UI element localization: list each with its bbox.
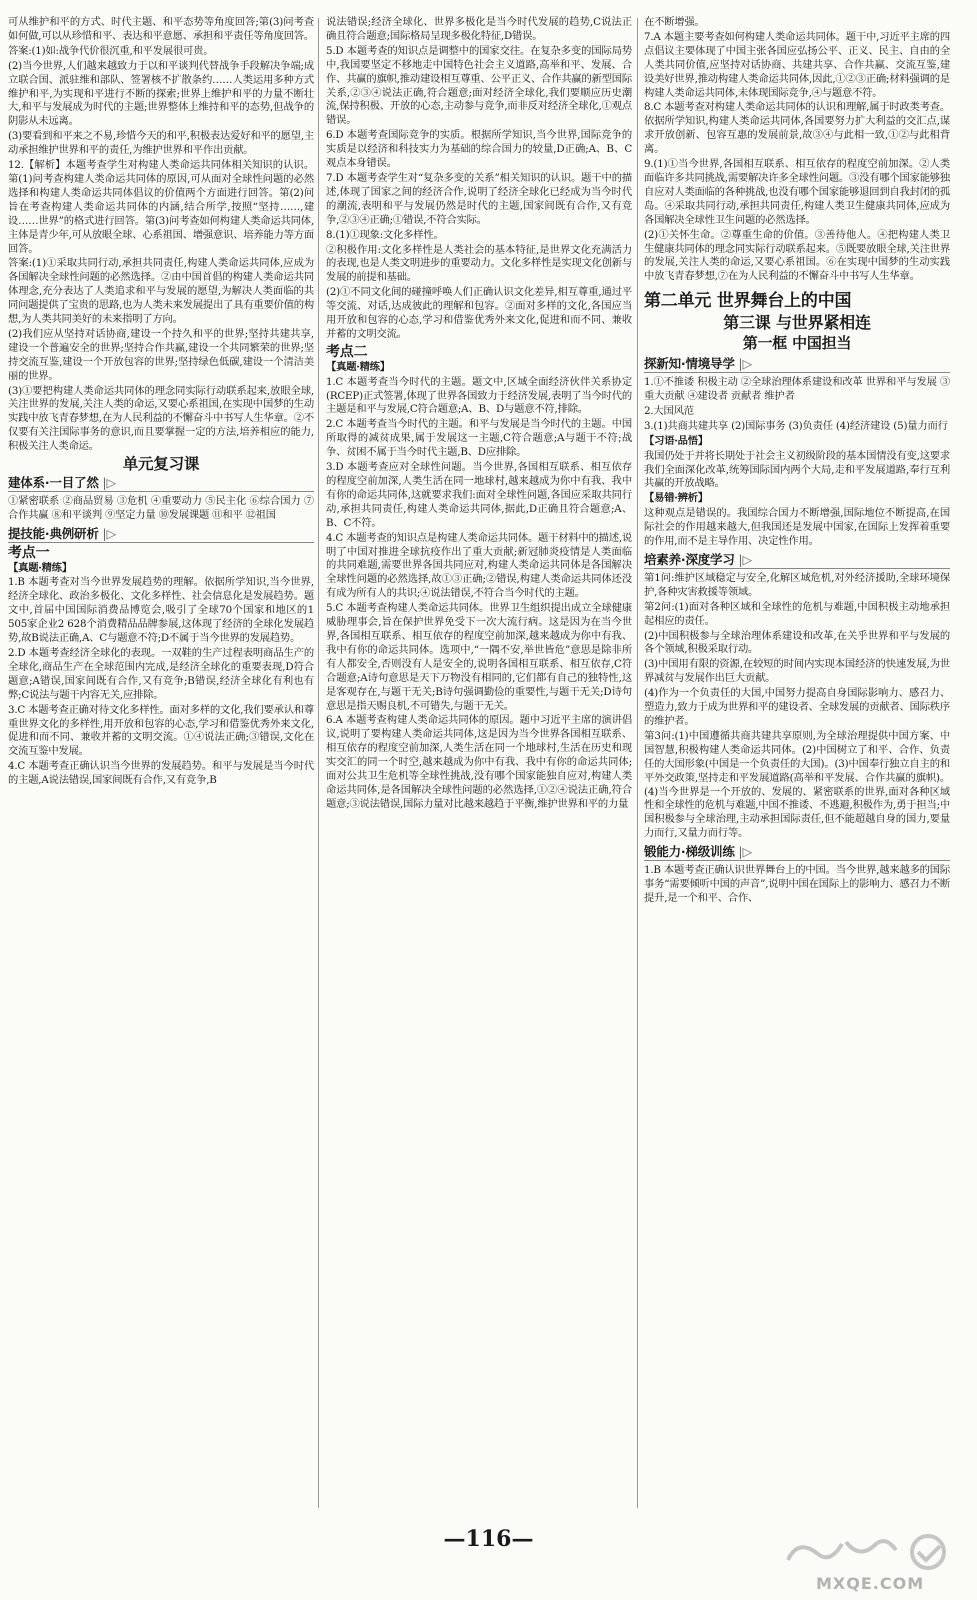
paragraph: (2)①关怀生命。②尊重生命的价值。③善待他人。④把构建人类卫生健康共同体的理念同实际行动联系起来。⑤既要放眼全球,关注世界的发展,关注人类的命运,又要心系祖国。⑥在实现中国梦的生动实践中放飞青春梦想,⑦在为人民利益的不懈奋斗中书写人生华章。 xyxy=(644,228,950,283)
page-number: —116— xyxy=(443,1526,534,1552)
question-answer: 3.C 本题考查正确对待文化多样性。面对多样的文化,我们要承认和尊重世界文化的多样性,用开放和包容的心态,学习和借鉴优秀外来文化,促进和而不同、兼收并蓄的文明交流。①④说法正确;③错误,文化在交流互鉴中发展。 xyxy=(8,703,314,758)
question-answer: 8.C 本题考查对构建人类命运共同体的认识和理解,属于时政类考查。依据所学知识,构建人类命运共同体,各国要努力扩大利益的交汇点,谋求开放创新、包容互惠的发展前景,故③④与此相一致,①②与此相背离。 xyxy=(644,101,950,156)
paragraph: 说法错误;经济全球化、世界多极化是当今时代发展的趋势,C说法正确且符合题意;国际格局呈现多极化特征,D错误。 xyxy=(326,16,632,42)
paragraph: 第3问:(1)中国遵循共商共建共享原则,为全球治理提供中国方案、中国智慧,积极构建人类命运共同体。(2)中国树立了和平、合作、负责任的大国形象(中国是一个负责任的大国)。(3)中国奉行独立自主的和平外交政策,坚持走和平发展道路(高举和平发展、合作共赢的旗帜)。(4)当今世界是一个开放的、发展的、紧密联系的世界,面对各种区域性和全球性的危机与难题,中国不推诿、不逃避,积极作为,勇于担当;中国积极参与全球治理,主动承担国际责任,但不能超越自身的国力,要量力而行,又量力而行等。 xyxy=(644,729,950,840)
paragraph: 我国仍处于并将长期处于社会主义初级阶段的基本国情没有变,这要求我们全面深化改革,统筹国际国内两个大局,走和平发展道路,奉行互利共赢的开放战略。 xyxy=(644,449,950,490)
question-answer: 8.(1)①现象:文化多样性。 xyxy=(326,228,444,241)
paragraph: (3)①要把构建人类命运共同体的理念同实际行动联系起来,放眼全球,关注世界的发展,关注人类的命运,又要心系祖国,在实现中国梦的生动实践中放飞青春梦想,在为人民利益的不懈奋斗中书写人生华章。②不仅要有关注国际事务的意识,而且要掌握一定的方法,培养相应的能力,积极关注人类命运。 xyxy=(8,384,314,453)
subheading: 【真题·精练】 xyxy=(326,360,390,373)
paragraph: 这种观点是错误的。我国综合国力不断增强,国际地位不断提高,在国际社会的作用越来越大,但我国还是发展中国家,在国际上发挥着重要的作用,而不是主导作用、决定性作用。 xyxy=(644,507,950,548)
column-right xyxy=(644,16,950,1510)
frame-title: 第一框 中国担当 xyxy=(742,334,852,353)
paragraph: (2)我们应从坚持对话协商,建设一个持久和平的世界;坚持共建共享,建设一个普遍安全的世界;坚持合作共赢,建设一个共同繁荣的世界;坚持交流互鉴,建设一个开放包容的世界;坚持绿色低碳,建设一个清洁美丽的世界。 xyxy=(8,327,314,382)
paragraph: (2)①不同文化间的碰撞呼唤人们正确认识文化差异,相互尊重,通过平等交流、对话,达成彼此的理解和包容。②面对多样的文化,各国应当用开放和包容的心态,学习和借鉴优秀外来文化,促进和而不同、兼收并蓄的文明交流。 xyxy=(326,286,632,340)
paragraph: (4)作为一个负责任的大国,中国努力提高自身国际影响力、感召力、塑造力,致力于成为世界和平的建设者、全球发展的贡献者、国际秩序的维护者。 xyxy=(644,687,950,727)
question-answer: 1.B 本题考查正确认识世界舞台上的中国。当今世界,越来越多的国际事务“需要倾听中国的声音”,说明中国在国际上的影响力、感召力不断提升,是一个和平、合作、 xyxy=(644,864,950,904)
unit-review-heading: 单元复习课 xyxy=(122,455,200,474)
question-answer: 2.C 本题考查当今时代的主题。和平与发展是当今时代的主题。中国所取得的减贫成果,属于发展这一主题,C符合题意;A与题干不符;战争、贫困不属于当今时代主题,B、D应排除。 xyxy=(326,418,632,459)
unit-title: 第二单元 世界舞台上的中国 xyxy=(644,291,852,312)
question-answer: 9.(1)①当今世界,各国相互联系、相互依存的程度空前加深。②人类面临许多共同挑战,需要解决许多全球性问题。③没有哪个国家能够独自应对人类面临的各种挑战,也没有哪个国家能够退回到自我封闭的孤岛。④采取共同行动,承担共同责任,构建人类卫生健康共同体,应成为各国解决全球性卫生问题的必然选择。 xyxy=(644,158,950,226)
column-divider xyxy=(318,18,319,1508)
watermark-logo xyxy=(778,1530,968,1594)
subheading: 【易错·辨析】 xyxy=(644,492,708,505)
question-answer: 6.A 本题考查构建人类命运共同体的原因。题中习近平主席的演讲倡议,说明了要构建人类命运共同体,这是因为当今世界各国相互联系、相互依存的程度空前加深,人类生活在同一个地球村,生活在历史和现实交汇的同一个时空,越来越成为你中有我、我中有你的命运共同体;面对公共卫生危机等全球性挑战,没有哪个国家能独自应对,构建人类命运共同体,是各国解决全球性问题的必然选择,①②④说法正确,符合题意;③说法错误,国际力量对比越来越趋于平衡,维护世界和平的力量 xyxy=(326,714,632,810)
question-answer: 4.C 本题考查正确认识当今世界的发展趋势。和平与发展是当今时代的主题,A说法错误,国家间既有合作,又有竞争,B xyxy=(8,760,314,787)
answer-key-list: ①紧密联系 ②商品贸易 ③危机 ④重要动力 ⑤民主化 ⑥综合国力 ⑦合作共赢 ⑧和平谈判 ⑨坚定力量 ⑩发展课题 ⑪和平 ⑫祖国 xyxy=(8,494,314,521)
question-answer: 7.D 本题考查学生对“复杂多变的关系”相关知识的认识。题干中的描述,体现了国家之间的经济合作,说明了经济全球化已经成为当今时代的潮流,表明和平与发展仍然是时代的主题,国家间既有合作,又有竞争,②③④正确;①错误,不符合实际。 xyxy=(326,171,632,226)
kaodian-heading: 考点二 xyxy=(326,343,368,360)
kaodian-heading: 考点一 xyxy=(8,544,50,561)
question-answer: 6.D 本题考查国际竞争的实质。根据所学知识,当今世界,国际竞争的实质是以经济和科技实力为基础的综合国力的较量,D正确;A、B、C观点本身错误。 xyxy=(326,129,632,170)
column-divider xyxy=(637,18,638,1508)
paragraph: ②积极作用:文化多样性是人类社会的基本特征,是世界文化充满活力的表现,也是人类文明进步的重要动力。文化多样性是实现文化创新与发展的前提和基础。 xyxy=(326,243,632,284)
answer-paragraph: 答案:(1)①采取共同行动,承担共同责任,构建人类命运共同体,应成为各国解决全球性问题的必然选择。②由中国首倡的构建人类命运共同体理念,充分表达了人类追求和平与发展的愿望,为解决人类面临的共同问题提供了宝贵的思路,也为人类未来发展提出了具有重要价值的构想,为人类共同美好的未来指明了方向。 xyxy=(8,257,314,326)
watermark-text: MXQE.COM xyxy=(816,1574,925,1593)
question-answer: 7.A 本题主要考查如何构建人类命运共同体。题干中,习近平主席的四点倡议主要体现了中国主张各国应弘扬公平、正义、民主、自由的全人类共同价值,应坚持对话协商、共建共享、合作共赢、交流互鉴,建设美好世界,推动构建人类命运共同体,因此,①②③正确;材料强调的是构建人类命运共同体,未体现国际竞争,④与题意不符。 xyxy=(644,30,950,99)
answer-key-list: 1.①不推诿 积极主动 ②全球治理体系建设和改革 世界和平与发展 ③重大贡献 ④建设者 贡献者 维护者 xyxy=(644,376,950,403)
column-left xyxy=(8,16,314,1510)
subheading: 【习语·品悟】 xyxy=(644,434,708,447)
paragraph: 第2问:(1)面对各种区域和全球性的危机与难题,中国积极主动地承担起相应的责任。 xyxy=(644,600,950,627)
section-bar-skills: 提技能·典例研析 |▷ xyxy=(8,527,314,543)
paragraph: 第1问:维护区域稳定与安全,化解区域危机,对外经济援助,全球环境保护,各种灾害救援等领域。 xyxy=(644,571,950,598)
analysis-paragraph: 12.【解析】本题考查学生对构建人类命运共同体相关知识的认识。第(1)问考查构建人类命运共同体的原因,可从面对全球性问题的必然选择和构建人类命运共同体倡议的价值两个方面进行回答。第(2)问旨在考查构建人类命运共同体的内涵,结合所学,按照“坚持……,建设……世界”的格式进行回答。第(3)问考查如何构建人类命运共同体,主体是青少年,可从放眼全球、心系祖国、增强意识、培养能力等方面回答。 xyxy=(8,159,314,255)
subheading: 【真题·精练】 xyxy=(8,561,72,574)
paragraph: 可从维护和平的方式、时代主题、和平态势等角度回答;第(3)问考查如何做,可以从珍惜和平、表达和平意愿、承担和平责任等角度回答。 xyxy=(8,16,314,42)
answer-key-list: 3.(1)共商共建共享 (2)国际事务 (3)负责任 (4)经济建设 (5)量力而行 xyxy=(644,419,948,432)
paragraph: (3)要看到和平来之不易,珍惜今天的和平,积极表达爱好和平的愿望,主动承担维护世界和平的责任,为维护世界和平作出贡献。 xyxy=(8,130,314,157)
answer-paragraph: 答案:(1)如:战争代价很沉重,和平发展很可贵。 xyxy=(8,44,214,57)
section-bar-deep-learning: 培素养·深度学习 |▷ xyxy=(644,553,950,569)
paragraph: 在不断增强。 xyxy=(644,16,705,28)
question-answer: 2.D 本题考查经济全球化的表现。一双鞋的生产过程表明商品生产的全球化,商品生产在全球范围内完成,是经济全球化的重要表现,D符合题意;A错误,国家间既有合作,又有竞争;B错误,经济全球化有利也有弊;C说法与题干内容无关,应排除。 xyxy=(8,646,314,701)
question-answer: 4.C 本题考查的知识点是构建人类命运共同体。题干材料中的描述,说明了中国对推进全球抗疫作出了重大贡献;新冠肺炎疫情是人类面临的共同难题,需要世界各国共同应对,构建人类命运共同体是各国解决全球性问题的必然选择,故①③正确;②错误,构建人类命运共同体还没有成为所有人的共识;④说法错误,不符合当今时代的主题。 xyxy=(326,531,632,600)
column-middle xyxy=(326,16,632,1510)
answer-key-list: 2.大国风范 xyxy=(644,404,694,417)
unit-heading-block xyxy=(644,290,950,353)
paragraph: (2)当今世界,人们越来越致力于以和平谈判代替战争手段解决争端;成立联合国、派驻维和部队、签署核不扩散条约……人类运用多种方式维护和平,为实现和平进行不断的探索;世界上维护和平的力量不断壮大,和平与发展成为时代的主题;世界整体上维持和平的态势,但战争的阴影从未远离。 xyxy=(8,59,314,128)
section-bar-training: 锻能力·梯级训练 |▷ xyxy=(644,845,950,861)
question-answer: 1.C 本题考查当今时代的主题。题文中,区域全面经济伙伴关系协定(RCEP)正式签署,体现了世界各国致力于经济发展,表明了当今时代的主题是和平与发展,C符合题意;A、B、D与题意不符,排除。 xyxy=(326,375,632,416)
question-answer: 5.C 本题考查构建人类命运共同体。世界卫生组织提出成立全球健康威胁理事会,旨在保护世界免受下一次大流行病。这是因为在当今世界,各国相互联系、相互依存的程度空前加深,越来越成为你中有我、我中有你的命运共同体。选项中,“一隅不安,举世皆危”意思是除非所有人都安全,否则没有人是安全的,说明各国相互联系、相互依存,C符合题意;A诗句意思是天下万物没有相同的,它们都有自己的独特性,这是客观存在,与题干无关;B诗句强调勤俭的重要性,与题干无关;D诗句意思是指天赐良机,不可错失,与题干无关。 xyxy=(326,602,632,712)
question-answer: 1.B 本题考查对当今世界发展趋势的理解。依据所学知识,当今世界,经济全球化、政治多极化、文化多样性、社会信息化是发展趋势。题文中,首届中国国际消费品博览会,吸引了全球70个国家和地区的1 505家企业2 628个消费精品品牌参展,这体现了经济的全球化发展趋势,故B说法正确,A、C与题意不符;D不属于当今世界的发展趋势。 xyxy=(8,576,314,645)
question-answer: 3.D 本题考查应对全球性问题。当今世界,各国相互联系、相互依存的程度空前加深,人类生活在同一地球村,越来越成为你中有我、我中有你的命运共同体,这就要求我们:面对全球性问题,各国应采取共同行动,承担共同责任,构建人类命运共同体,据此,D正确且符合题意;A、B、C不符。 xyxy=(326,461,632,529)
paragraph: (3)中国用有限的资源,在较短的时间内实现本国经济的快速发展,为世界减贫与发展作出巨大贡献。 xyxy=(644,658,950,685)
paragraph: (2)中国积极参与全球治理体系建设和改革,在关乎世界和平与发展的各个领域,积极采取行动。 xyxy=(644,629,950,656)
question-answer: 5.D 本题考查的知识点是调整中的国家交往。在复杂多变的国际局势中,我国要坚定不移地走中国特色社会主义道路,高举和平、发展、合作、共赢的旗帜,推动建设相互尊重、公平正义、合作共赢的新型国际关系,②③④说法正确,符合题意;面对经济全球化,我们要顺应历史潮流,保持积极、开放的心态,主动参与竞争,而非反对经济全球化,①观点错误。 xyxy=(326,44,632,127)
section-bar-explore: 探新知·情境导学 |▷ xyxy=(644,357,950,373)
lesson-title: 第三课 与世界紧相连 xyxy=(723,313,871,333)
section-bar-build-system: 建体系·一目了然 |▷ xyxy=(8,476,314,492)
